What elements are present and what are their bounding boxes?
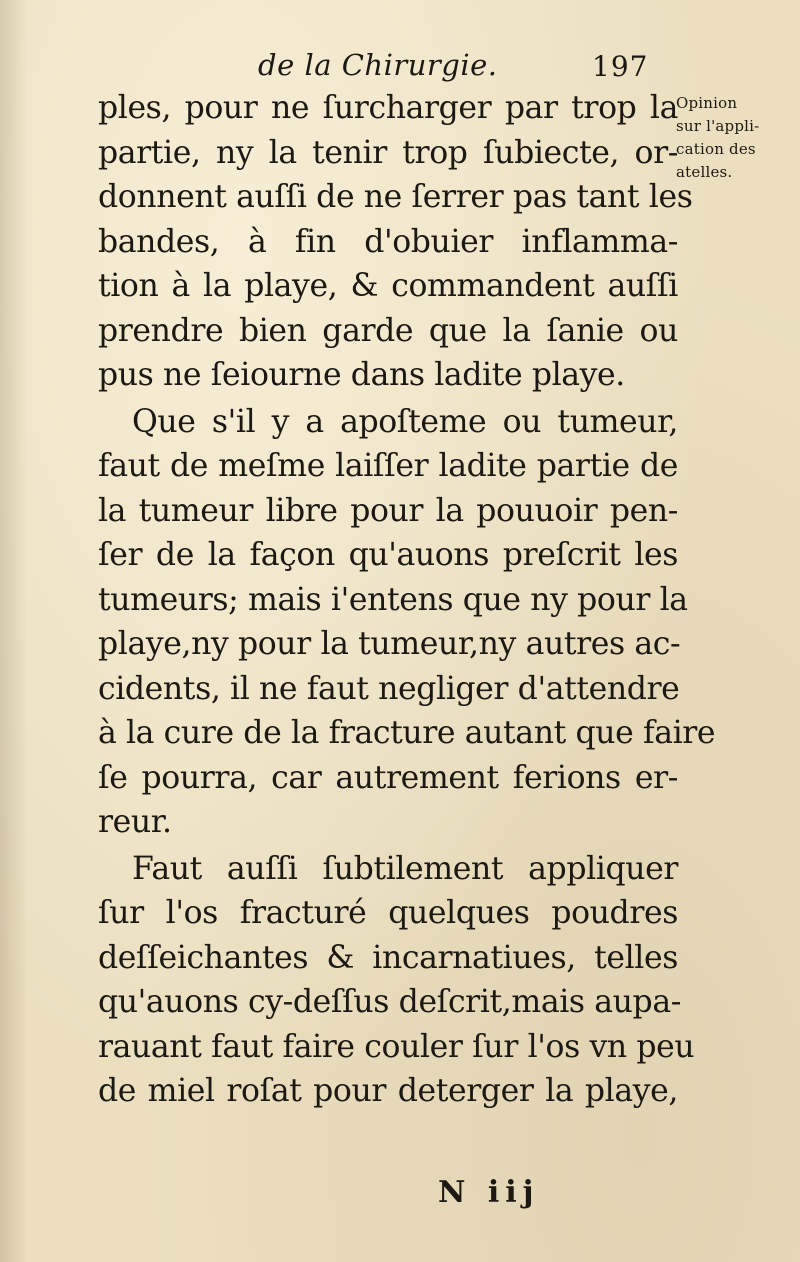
text-line: partie, ny la tenir trop ſubiecte, or- (98, 134, 678, 171)
text-line: faut de meſme laiſſer ladite partie de (98, 448, 678, 484)
text-line: deſſeichantes & incarnatiues, telles (98, 939, 678, 976)
text-line: bandes, à fin d'obuier inflamma- (98, 223, 678, 260)
running-title: de la Chirurgie. (258, 48, 498, 82)
text-line: ſe pourra, car autrement ferions er- (98, 759, 678, 796)
paragraph-1 (98, 86, 693, 398)
text-line: prendre bien garde que la ſanie ou (98, 312, 678, 349)
text-line: qu'auons cy-deſſus deſcrit,mais aupa- (98, 984, 681, 1020)
text-line: Que s'il y a apoſteme ou tumeur, (132, 403, 678, 440)
margin-note-line: cation des (676, 140, 756, 158)
text-line: ples, pour ne ſurcharger par trop la (98, 90, 678, 126)
text-line: rauant faut faire couler ſur l'os vn peu (98, 1028, 695, 1065)
text-line: tumeurs; mais i'entens que ny pour la (98, 581, 688, 618)
text-line: donnent auſſi de ne ſerrer pas tant les (98, 179, 693, 215)
margin-note-line: Opinion (676, 94, 738, 112)
text-line: de miel roſat pour deterger la playe, (98, 1073, 678, 1109)
text-line: cidents, il ne faut negliger d'attendre (98, 670, 680, 707)
text-line: Faut auſſi ſubtilement appliquer (132, 850, 678, 887)
page-number: 197 (592, 50, 649, 83)
text-line: à la cure de la fracture autant que faire (98, 715, 716, 751)
page-edge-shadow (0, 0, 28, 1262)
text-line: ſer de la façon qu'auons preſcrit les (98, 537, 678, 573)
margin-note (676, 92, 794, 184)
text-line: ſur l'os fracturé quelques poudres (98, 895, 678, 931)
margin-note-line: sur l'appli- (676, 117, 760, 135)
signature-mark: N iij (438, 1175, 540, 1210)
text-line: la tumeur libre pour la pouuoir pen- (98, 492, 678, 529)
text-line: playe,ny pour la tumeur,ny autres ac- (98, 626, 681, 662)
text-line: pus ne ſeiourne dans ladite playe. (98, 357, 625, 393)
margin-note-line: atelles. (676, 163, 733, 181)
text-line: tion à la playe, & commandent auſſi (98, 268, 678, 304)
text-line: reur. (98, 804, 172, 840)
paragraph-3 (98, 847, 695, 1114)
paragraph-2 (98, 400, 716, 845)
